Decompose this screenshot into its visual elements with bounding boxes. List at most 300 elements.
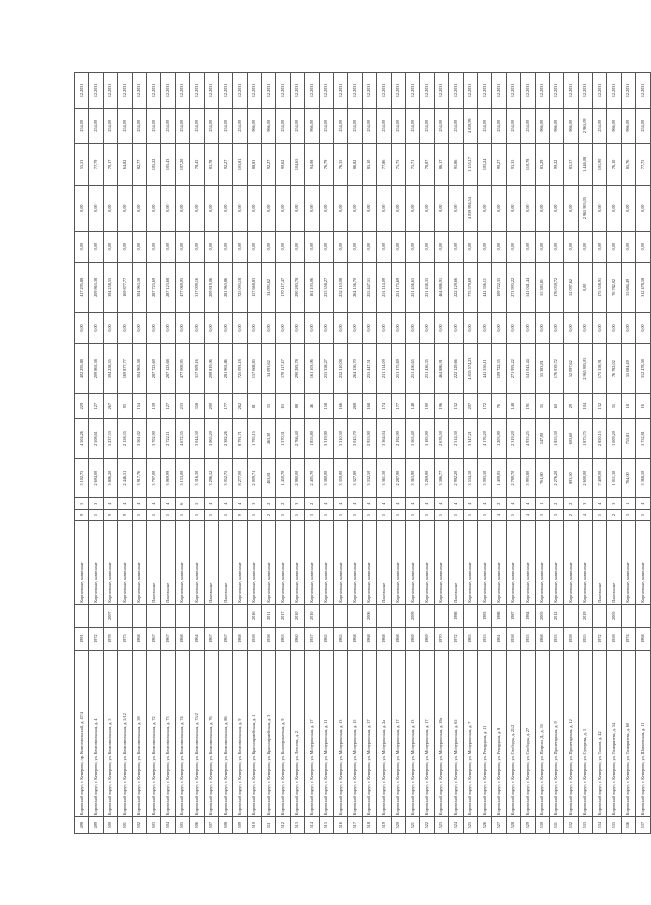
table-row xyxy=(463,73,477,834)
cell-mat: Кирпичные, каменные xyxy=(290,521,304,604)
cell-a: 3 917,76 xyxy=(132,458,146,498)
cell-a: 5 153,00 xyxy=(175,458,189,498)
cell-c: 168 xyxy=(362,394,376,419)
cell-e: 4 xyxy=(636,498,650,509)
cell-y: 1967 xyxy=(218,627,232,650)
cell-l: 12.2031 xyxy=(506,73,520,109)
cell-c: 207 xyxy=(463,394,477,419)
cell-mat: Кирпичные, каменные xyxy=(247,521,261,604)
cell-b: 4 672,35 xyxy=(175,419,189,459)
cell-g: 252 110,08 xyxy=(334,262,348,312)
cell-d: 281 963,86 xyxy=(218,344,232,394)
cell-f: 5 xyxy=(636,509,650,520)
cell-b: 547,00 xyxy=(535,419,549,459)
cell-y2 xyxy=(636,604,650,627)
cell-d: 464 886,91 xyxy=(434,344,448,394)
cell-g: 251 175,69 xyxy=(391,262,405,312)
cell-y2 xyxy=(218,604,232,627)
cell-e: 4 xyxy=(362,498,376,509)
cell-b: 755,81 xyxy=(621,419,635,459)
cell-k: 254,00 xyxy=(348,108,362,143)
cell-y2: 1987 xyxy=(506,604,520,627)
table-row xyxy=(319,73,333,834)
cell-i: 0,00 xyxy=(564,185,578,231)
cell-e1: 0,00 xyxy=(377,312,391,343)
cell-n: 508 xyxy=(218,817,232,834)
cell-addr: Кировский округ, г. Кемерово, ул. Танков, д. 42 xyxy=(593,650,607,817)
cell-k: 966,00 xyxy=(247,108,261,143)
cell-c: 81 xyxy=(247,394,261,419)
cell-k: 4 059,99 xyxy=(463,108,477,143)
cell-e1: 0,00 xyxy=(449,312,463,343)
cell-i: 4 059 994,54 xyxy=(463,185,477,231)
table-row xyxy=(391,73,405,834)
cell-d: 2 965 905,05 xyxy=(578,344,592,394)
cell-y: 1958 xyxy=(247,627,261,650)
cell-i: 0,00 xyxy=(607,185,621,231)
cell-y: 1958 xyxy=(564,627,578,650)
cell-b: 603,60 xyxy=(564,419,578,459)
cell-d: 251 456,65 xyxy=(405,344,419,394)
cell-a: 3 052,75 xyxy=(218,458,232,498)
cell-d: 4 835 574,23 xyxy=(463,344,477,394)
cell-j: 64,82 xyxy=(118,144,132,186)
cell-addr: Кировский округ, г. Кемерово, ул. Мичуринская, д. 7 xyxy=(463,650,477,817)
cell-mat: Кирпичные, каменные xyxy=(391,521,405,604)
cell-n: 501 xyxy=(118,817,132,834)
cell-a: 3 359,00 xyxy=(334,458,348,498)
cell-y: 1960 xyxy=(290,627,304,650)
cell-j: 105,43 xyxy=(161,144,175,186)
rotated-table-wrapper xyxy=(74,72,645,834)
cell-n: 535 xyxy=(607,817,621,834)
cell-e: 2 xyxy=(564,498,578,509)
cell-g: 34 093,62 xyxy=(262,262,276,312)
cell-y2: 2012 xyxy=(549,604,563,627)
cell-n: 514 xyxy=(305,817,319,834)
cell-y: 1965 xyxy=(334,627,348,650)
cell-i: 0,00 xyxy=(103,185,117,231)
cell-addr: Кировский округ, г. Кемерово, ул. Комсомольская, д. 4 xyxy=(89,650,103,817)
cell-e: 3 xyxy=(607,498,621,509)
cell-i: 0,00 xyxy=(391,185,405,231)
cell-k: 966,00 xyxy=(305,108,319,143)
cell-l: 12.2031 xyxy=(348,73,362,109)
cell-addr: Кировский округ, г. Кемерово, ул. Красноармейская, д. 3 xyxy=(262,650,276,817)
table-row xyxy=(233,73,247,834)
cell-addr: Кировский округ, г. Кемерово, ул. Мичуринская, д. 17 xyxy=(391,650,405,817)
cell-mat: Кирпичные, каменные xyxy=(636,521,650,604)
cell-i: 0,00 xyxy=(190,185,204,231)
table-row xyxy=(89,73,103,834)
cell-j: 75,71 xyxy=(405,144,419,186)
cell-y: 1967 xyxy=(204,627,218,650)
cell-e1: 0,00 xyxy=(362,312,376,343)
cell-h: 0,00 xyxy=(607,231,621,262)
table-row xyxy=(362,73,376,834)
cell-i: 0,00 xyxy=(276,185,290,231)
cell-a: 1 450,70 xyxy=(276,458,290,498)
cell-y: 1953 xyxy=(549,627,563,650)
cell-j: 83,57 xyxy=(564,144,578,186)
cell-n: 502 xyxy=(132,817,146,834)
cell-k: 254,00 xyxy=(334,108,348,143)
cell-h: 0,00 xyxy=(161,231,175,262)
cell-e: 2 xyxy=(549,498,563,509)
cell-h: 0,00 xyxy=(535,231,549,262)
cell-addr: Кировский округ, г. Кемерово, ул. Свободы, д. 27 xyxy=(521,650,535,817)
cell-j: 86,17 xyxy=(434,144,448,186)
cell-g: 287 123,68 xyxy=(161,262,175,312)
cell-i: 0,00 xyxy=(636,185,650,231)
cell-f: 2 xyxy=(607,509,621,520)
cell-d: 402 295,88 xyxy=(75,344,89,394)
cell-mat: Кирпичные, каменные xyxy=(118,521,132,604)
table-row xyxy=(132,73,146,834)
cell-h: 0,00 xyxy=(103,231,117,262)
cell-c: 177 xyxy=(218,394,232,419)
cell-i: 0,00 xyxy=(161,185,175,231)
cell-addr: Кировский округ, г. Кемерово, ул. Комсомольская, д. 73 xyxy=(161,650,175,817)
table-row xyxy=(190,73,204,834)
cell-e1: 0,00 xyxy=(319,312,333,343)
cell-i: 0,00 xyxy=(492,185,506,231)
cell-c: 154 xyxy=(132,394,146,419)
cell-d: 441 356,11 xyxy=(477,344,491,394)
cell-d: 394 258,55 xyxy=(103,344,117,394)
cell-l: 12.2031 xyxy=(521,73,535,109)
cell-d: 209 819,06 xyxy=(204,344,218,394)
cell-f: 5 xyxy=(463,509,477,520)
cell-j: 90,62 xyxy=(276,144,290,186)
cell-n: 531 xyxy=(549,817,563,834)
cell-l: 12.2031 xyxy=(549,73,563,109)
cell-h: 0,00 xyxy=(578,231,592,262)
cell-h: 0,00 xyxy=(362,231,376,262)
cell-b: 3 183,90 xyxy=(420,419,434,459)
cell-g: 464 886,91 xyxy=(434,262,448,312)
cell-b: 2 955,90 xyxy=(362,419,376,459)
cell-b: 1 370,31 xyxy=(276,419,290,459)
cell-l: 12.2031 xyxy=(578,73,592,109)
cell-y2 xyxy=(204,604,218,627)
cell-y2 xyxy=(564,604,578,627)
cell-y: 1978 xyxy=(103,627,117,650)
cell-y2: 2019 xyxy=(578,604,592,627)
cell-c: 190 xyxy=(420,394,434,419)
cell-j: 88,83 xyxy=(247,144,261,186)
cell-y: 1972 xyxy=(449,627,463,650)
cell-b: 3 044,30 xyxy=(190,419,204,459)
cell-b: 2 766,40 xyxy=(290,419,304,459)
cell-j: 104,65 xyxy=(290,144,304,186)
cell-k: 254,00 xyxy=(319,108,333,143)
cell-c: 139 xyxy=(146,394,160,419)
cell-h: 0,00 xyxy=(391,231,405,262)
cell-a: 5 102,75 xyxy=(75,458,89,498)
cell-l: 12.2031 xyxy=(621,73,635,109)
cell-e1: 0,00 xyxy=(247,312,261,343)
cell-d: 287 723,69 xyxy=(146,344,160,394)
cell-f: 5 xyxy=(362,509,376,520)
table-row xyxy=(593,73,607,834)
cell-y: 1955 xyxy=(578,627,592,650)
cell-e: 3 xyxy=(290,498,304,509)
cell-g: 287 723,69 xyxy=(146,262,160,312)
cell-c: 196 xyxy=(434,394,448,419)
cell-j: 93,35 xyxy=(506,144,520,186)
cell-b: 1 009,20 xyxy=(607,419,621,459)
cell-n: 499 xyxy=(89,817,103,834)
cell-addr: Кировский округ, г. Кемерово, ул. Комсомольская, д. 9 xyxy=(233,650,247,817)
cell-l: 12.2031 xyxy=(334,73,348,109)
cell-e: 3 xyxy=(578,498,592,509)
cell-g: 281 963,86 xyxy=(218,262,232,312)
cell-g: 775 579,69 xyxy=(463,262,477,312)
cell-h: 0,00 xyxy=(247,231,261,262)
cell-addr: Кировский округ, г. Кемерово, ул. Мичуринская, д. 13 xyxy=(334,650,348,817)
cell-mat: Панельные xyxy=(377,521,391,604)
cell-k: 254,00 xyxy=(103,108,117,143)
cell-a: 1 011,30 xyxy=(607,458,621,498)
cell-l: 12.2031 xyxy=(103,73,117,109)
cell-n: 525 xyxy=(463,817,477,834)
cell-e: 3 xyxy=(89,498,103,509)
cell-c: 18 xyxy=(621,394,635,419)
cell-n: 518 xyxy=(362,817,376,834)
cell-j: 78,45 xyxy=(190,144,204,186)
cell-k: 966,00 xyxy=(564,108,578,143)
cell-f: 5 xyxy=(477,509,491,520)
cell-c: 33 xyxy=(262,394,276,419)
cell-n: 506 xyxy=(190,817,204,834)
cell-i: 0,00 xyxy=(334,185,348,231)
cell-g: 290 283,78 xyxy=(290,262,304,312)
cell-mat: Панельные xyxy=(204,521,218,604)
cell-g: 304 963,58 xyxy=(132,262,146,312)
cell-d: 34 093,62 xyxy=(262,344,276,394)
cell-f: 5 xyxy=(377,509,391,520)
cell-e1: 0,00 xyxy=(463,312,477,343)
cell-i: 0,00 xyxy=(233,185,247,231)
cell-j: 55,53 xyxy=(75,144,89,186)
cell-k: 254,00 xyxy=(449,108,463,143)
cell-y2 xyxy=(118,604,132,627)
cell-a: 3 069,99 xyxy=(161,458,175,498)
cell-l: 12.2031 xyxy=(564,73,578,109)
cell-f: 5 xyxy=(132,509,146,520)
cell-y2: 2007 xyxy=(103,604,117,627)
cell-a: 3 386,77 xyxy=(434,458,448,498)
cell-j: 92,27 xyxy=(262,144,276,186)
cell-y: 1958 xyxy=(506,627,520,650)
cell-n: 504 xyxy=(161,817,175,834)
cell-y: 1968 xyxy=(175,627,189,650)
cell-k: 254,00 xyxy=(233,108,247,143)
cell-f: 9 xyxy=(233,509,247,520)
cell-mat: Панельные xyxy=(146,521,160,604)
table-row xyxy=(636,73,650,834)
cell-a: 5 806,20 xyxy=(103,458,117,498)
cell-a: 2 980,00 xyxy=(290,458,304,498)
table-row xyxy=(247,73,261,834)
cell-n: 509 xyxy=(233,817,247,834)
cell-f: 5 xyxy=(204,509,218,520)
cell-h: 0,00 xyxy=(420,231,434,262)
cell-y2: 2011 xyxy=(262,604,276,627)
cell-b: 3 752,81 xyxy=(636,419,650,459)
cell-mat: Кирпичные, каменные xyxy=(492,521,506,604)
table-row xyxy=(377,73,391,834)
cell-b: 3 561,02 xyxy=(132,419,146,459)
cell-a: 2 789,70 xyxy=(506,458,520,498)
cell-g: 55 684,49 xyxy=(621,262,635,312)
cell-e1: 0,00 xyxy=(103,312,117,343)
cell-e1: 0,00 xyxy=(549,312,563,343)
cell-e: 4 xyxy=(218,498,232,509)
cell-addr: Кировский округ, г. Кемерово, ул. Мичуринская, д. 17 xyxy=(420,650,434,817)
cell-j: 77,86 xyxy=(377,144,391,186)
cell-h: 0,00 xyxy=(190,231,204,262)
cell-h: 0,00 xyxy=(506,231,520,262)
cell-h: 0,00 xyxy=(146,231,160,262)
cell-l: 12.2031 xyxy=(593,73,607,109)
cell-e: 4 xyxy=(420,498,434,509)
cell-i: 0,00 xyxy=(405,185,419,231)
cell-b: 1 795,15 xyxy=(247,419,261,459)
cell-i: 0,00 xyxy=(319,185,333,231)
cell-c: 166 xyxy=(334,394,348,419)
cell-k: 254,00 xyxy=(161,108,175,143)
cell-f: 5 xyxy=(276,509,290,520)
cell-k: 254,00 xyxy=(146,108,160,143)
cell-c: 177 xyxy=(391,394,405,419)
cell-addr: Кировский округ, г. Кемерово, ул. Пролетарская, д. 12 xyxy=(564,650,578,817)
cell-j: 103,81 xyxy=(233,144,247,186)
cell-n: 503 xyxy=(146,817,160,834)
cell-f: 5 xyxy=(190,509,204,520)
cell-f: 5 xyxy=(89,509,103,520)
cell-mat: Кирпичные, каменные xyxy=(463,521,477,604)
cell-a: 7 409,00 xyxy=(593,458,607,498)
cell-i: 0,00 xyxy=(420,185,434,231)
cell-y2: 2006 xyxy=(362,604,376,627)
cell-y2 xyxy=(334,604,348,627)
cell-j: 92,27 xyxy=(218,144,232,186)
cell-b: 1 875,75 xyxy=(578,419,592,459)
table-row xyxy=(118,73,132,834)
cell-e: 4 xyxy=(348,498,362,509)
cell-a: 3 296,52 xyxy=(204,458,218,498)
cell-f: 9 xyxy=(103,509,117,520)
table-row xyxy=(535,73,549,834)
cell-g: 312 478,58 xyxy=(636,262,650,312)
cell-a: 2 600,00 xyxy=(578,458,592,498)
cell-e1: 0,00 xyxy=(578,312,592,343)
cell-b: 2 382,26 xyxy=(218,419,232,459)
cell-mat: Кирпичные, каменные xyxy=(578,521,592,604)
table-row xyxy=(477,73,491,834)
cell-a: 2 405,70 xyxy=(305,458,319,498)
cell-a: 2 992,20 xyxy=(449,458,463,498)
cell-y: 1955 xyxy=(477,627,491,650)
cell-e1: 0,00 xyxy=(391,312,405,343)
cell-h: 0,00 xyxy=(621,231,635,262)
cell-n: 521 xyxy=(405,817,419,834)
cell-l: 12.2031 xyxy=(391,73,405,109)
cell-n: 527 xyxy=(492,817,506,834)
cell-d: 175 358,91 xyxy=(593,344,607,394)
cell-y2 xyxy=(348,604,362,627)
cell-l: 12.2031 xyxy=(89,73,103,109)
cell-h: 0,00 xyxy=(290,231,304,262)
cell-y: 1958 xyxy=(262,627,276,650)
cell-f: 3 xyxy=(549,509,563,520)
cell-k: 254,00 xyxy=(175,108,189,143)
cell-b: 3 319,90 xyxy=(319,419,333,459)
cell-h: 0,00 xyxy=(276,231,290,262)
cell-j: 78,87 xyxy=(420,144,434,186)
cell-e: 4 xyxy=(146,498,160,509)
cell-f: 3 xyxy=(535,509,549,520)
cell-a: 8 277,00 xyxy=(233,458,247,498)
cell-y: 1968 xyxy=(348,627,362,650)
cell-j: 105,24 xyxy=(477,144,491,186)
cell-i: 0,00 xyxy=(305,185,319,231)
cell-y2 xyxy=(161,604,175,627)
cell-f: 5 xyxy=(420,509,434,520)
cell-n: 513 xyxy=(290,817,304,834)
cell-k: 966,00 xyxy=(535,108,549,143)
cell-l: 12.2031 xyxy=(276,73,290,109)
cell-n: 512 xyxy=(276,817,290,834)
cell-y2 xyxy=(420,604,434,627)
cell-y: 1967 xyxy=(146,627,160,650)
cell-c: 76 xyxy=(492,394,506,419)
cell-c: 267 xyxy=(103,394,117,419)
cell-addr: Кировский округ, г. Кемерово, ул. Пролетарская, д. 9 xyxy=(549,650,563,817)
cell-f: 4 xyxy=(521,509,535,520)
cell-e: 4 xyxy=(161,498,175,509)
table-row xyxy=(161,73,175,834)
cell-d: 255 358,27 xyxy=(319,344,333,394)
cell-y2 xyxy=(391,604,405,627)
cell-e: 4 xyxy=(521,498,535,509)
cell-mat: Панельные xyxy=(161,521,175,604)
cell-n: 530 xyxy=(535,817,549,834)
cell-l: 12.2031 xyxy=(132,73,146,109)
cell-k: 254,00 xyxy=(362,108,376,143)
cell-c: 16 xyxy=(636,394,650,419)
cell-g: 251 456,65 xyxy=(405,262,419,312)
cell-c: 358 xyxy=(190,394,204,419)
cell-g: 477 069,95 xyxy=(175,262,189,312)
cell-f: 4 xyxy=(578,509,592,520)
cell-addr: Кировский округ, г. Кемерово, ул. Красноармейская, д. 1 xyxy=(247,650,261,817)
cell-j: 1 446,08 xyxy=(578,144,592,186)
cell-y2: 2005 xyxy=(607,604,621,627)
cell-y2: 2009 xyxy=(405,604,419,627)
cell-b: 1 855,30 xyxy=(549,419,563,459)
cell-addr: Кировский округ, г. Кемерово, ул. Мичуринская, д. 11 xyxy=(319,650,333,817)
cell-e: 4 xyxy=(204,498,218,509)
cell-j: 77,75 xyxy=(636,144,650,186)
cell-a: 3 332,50 xyxy=(362,458,376,498)
cell-a: 2 694,00 xyxy=(89,458,103,498)
cell-e1: 0,00 xyxy=(89,312,103,343)
cell-j: 75,75 xyxy=(391,144,405,186)
cell-h: 0,00 xyxy=(118,231,132,262)
